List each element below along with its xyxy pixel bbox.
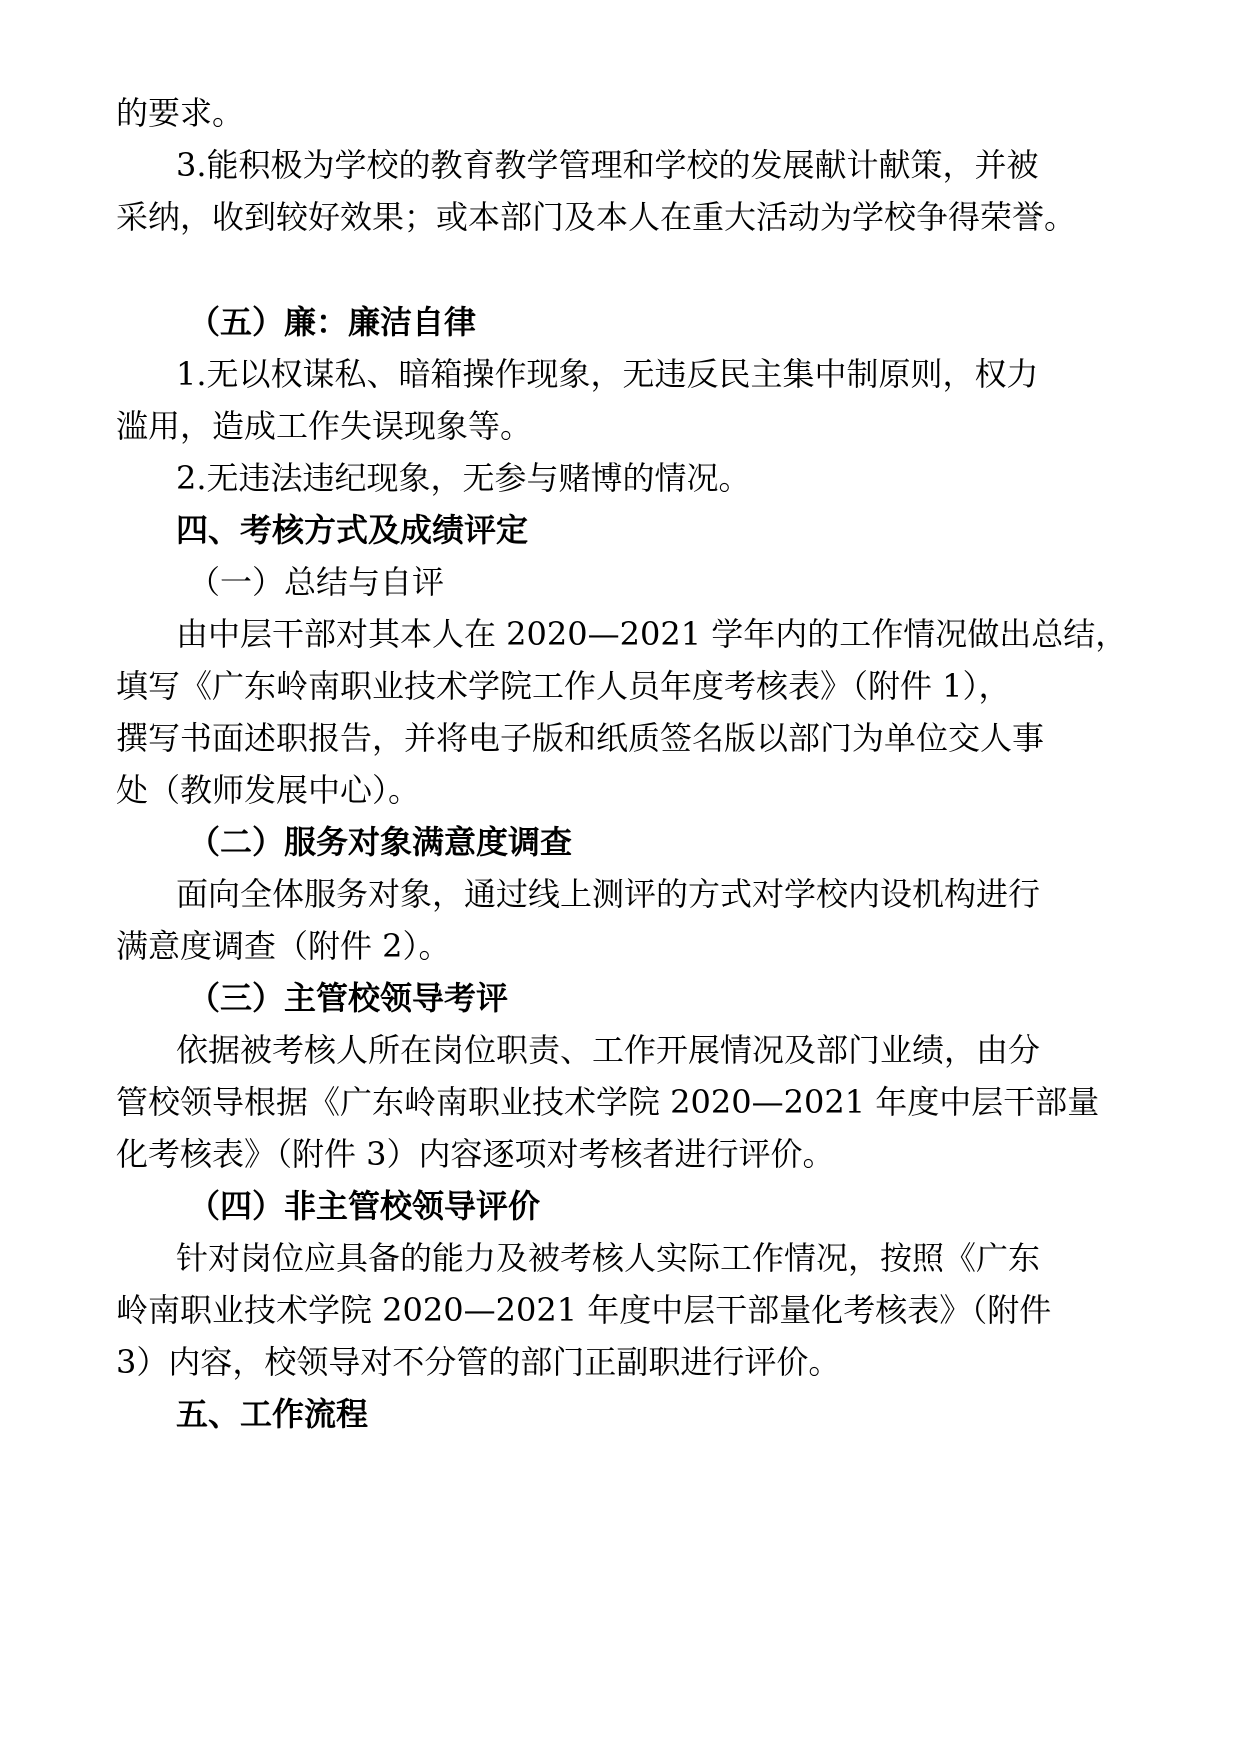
section-heading: （三）主管校领导考评 — [188, 979, 509, 1017]
section-heading: （四）非主管校领导评价 — [188, 1187, 541, 1225]
paragraph-line: 岭南职业技术学院 2020—2021 年度中层干部量化考核表》（附件 — [116, 1291, 1052, 1329]
paragraph-line: 滥用，造成工作失误现象等。 — [116, 407, 533, 445]
paragraph-line: 化考核表》（附件 3）内容逐项对考核者进行评价。 — [116, 1135, 835, 1173]
section-heading: （二）服务对象满意度调查 — [188, 823, 573, 861]
chapter-heading: 五、工作流程 — [176, 1395, 369, 1433]
paragraph-line: 依据被考核人所在岗位职责、工作开展情况及部门业绩，由分 — [176, 1031, 1041, 1069]
paragraph-line: 针对岗位应具备的能力及被考核人实际工作情况，按照《广东 — [176, 1239, 1041, 1277]
paragraph-line: 3.能积极为学校的教育教学管理和学校的发展献计献策，并被 — [176, 146, 1039, 184]
paragraph-line: 2.无违法违纪现象，无参与赌博的情况。 — [176, 459, 751, 497]
paragraph-line: 面向全体服务对象，通过线上测评的方式对学校内设机构进行 — [176, 875, 1041, 913]
chapter-heading: 四、考核方式及成绩评定 — [176, 511, 529, 549]
paragraph-line: 管校领导根据《广东岭南职业技术学院 2020—2021 年度中层干部量 — [116, 1083, 1100, 1121]
paragraph-line: 由中层干部对其本人在 2020—2021 学年内的工作情况做出总结， — [176, 615, 1128, 653]
paragraph-line: 满意度调查（附件 2）。 — [116, 927, 451, 965]
paragraph-line: 处（教师发展中心）。 — [116, 771, 421, 809]
paragraph-line: 填写《广东岭南职业技术学院工作人员年度考核表》（附件 1）， — [116, 667, 1011, 705]
paragraph-line: 撰写书面述职报告，并将电子版和纸质签名版以部门为单位交人事 — [116, 719, 1045, 757]
paragraph-line: 3）内容，校领导对不分管的部门正副职进行评价。 — [116, 1343, 841, 1381]
paragraph-line: 采纳，收到较好效果；或本部门及本人在重大活动为学校争得荣誉。 — [116, 198, 1077, 236]
section-heading: （五）廉：廉洁自律 — [188, 303, 477, 341]
paragraph-line: 1.无以权谋私、暗箱操作现象，无违反民主集中制原则，权力 — [176, 355, 1039, 393]
paragraph-line: 的要求。 — [116, 94, 245, 132]
section-heading: （一）总结与自评 — [188, 563, 445, 601]
